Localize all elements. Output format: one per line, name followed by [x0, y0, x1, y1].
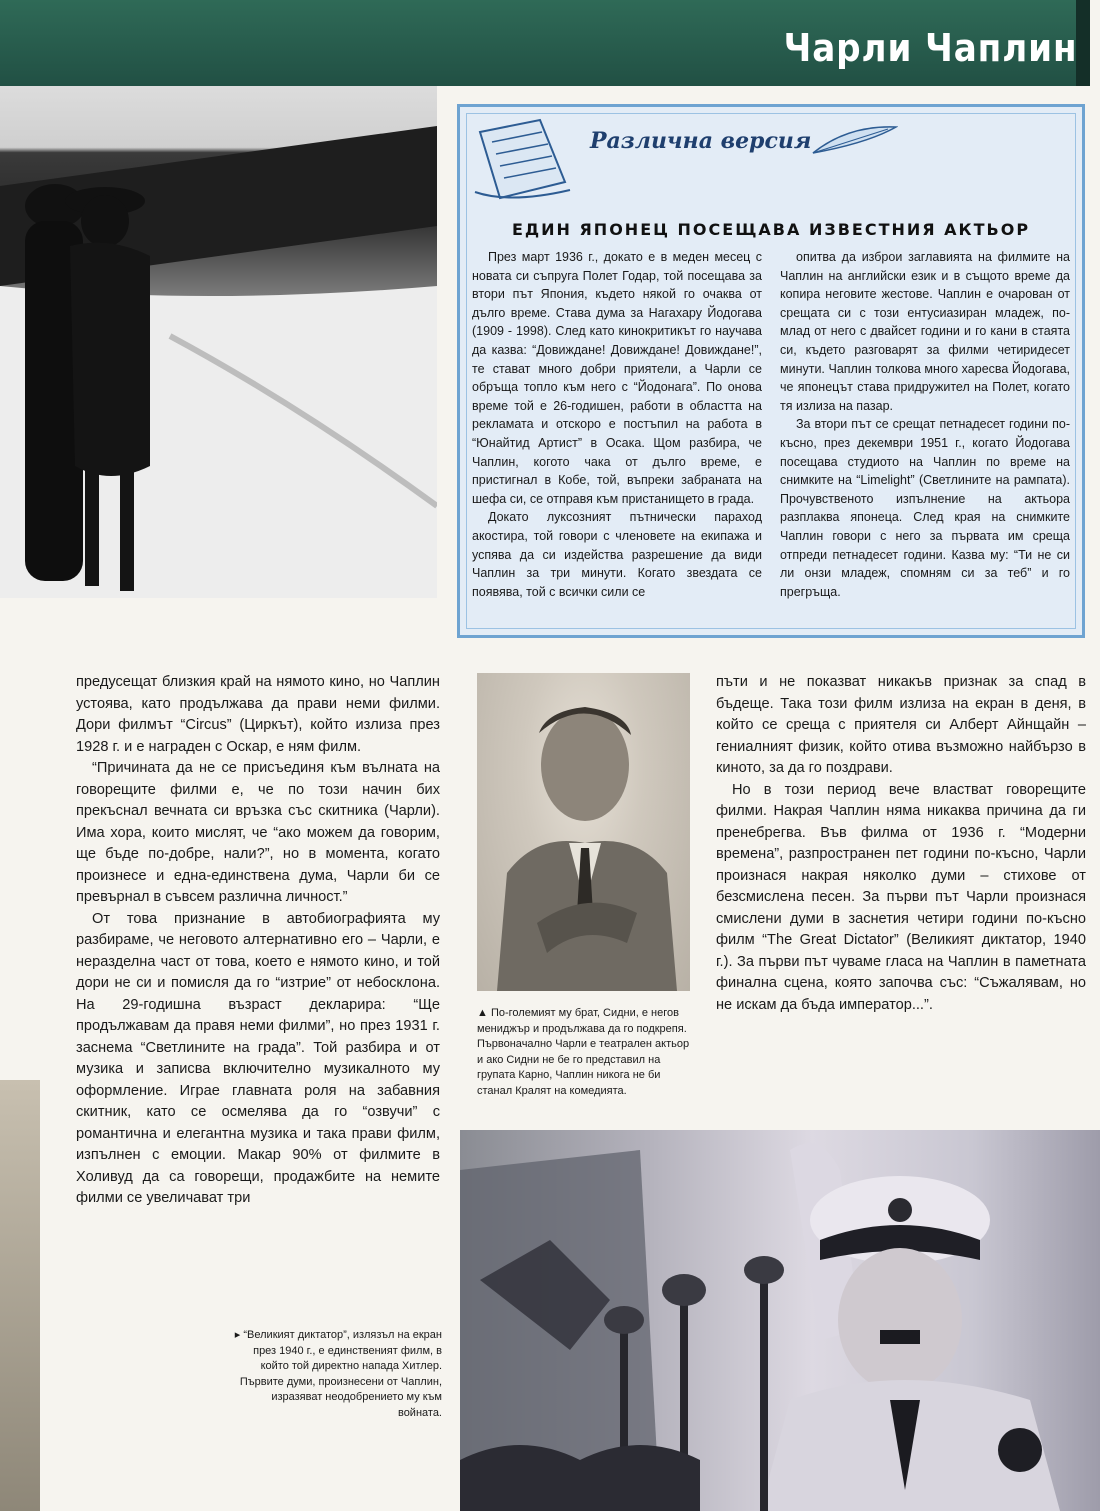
sidebar-heading: ЕДИН ЯПОНЕЦ ПОСЕЩАВА ИЗВЕСТНИЯ АКТЬОР: [511, 220, 1031, 239]
sidebar-column-1: [472, 248, 762, 601]
sidebar-paragraph: опитва да изброи заглавията на филмите на Чаплин на английски език и в същото време да копира неговите жестове. Чаплин е очарован от срещата си с този ентусиазиран младеж, по-млад от него с двайсет години и го кани в стаята си, където разговарят за филми четиридесет минути. Чаплин толкова много харесва Йодогава, че японецът става придружител на Полет, когато тя излиза на пазар.: [780, 250, 1070, 413]
sidebar-paragraph: През март 1936 г., докато е в меден месец с новата си съпруга Полет Годар, той посещава за втори път Япония, където някой го очаква от дълго време. Става дума за Нагахару Йодогава (1909 - 1998). След като кинокритикът го научава да казва: “Довиждане! Довиждане! Довиждане!”, те стават много добри приятели, а Чарли се обръща топло към него с “Йодонага”. По онова време той е 26-годишен, работи в областта на рекламата и отскоро е постъпил на работа в “Юнайтид Артист” в Осака. Щом разбира, че Чаплин, когото чака от дълго време, е пристигнал в Кобе, той, въпреки забраната на шефа си, се отправя към пристанището в града.: [472, 250, 762, 506]
sidebar-paragraph: Докато луксозният пътнически параход акостира, той говори с членовете на екипажа и успява да си издейства разрешение да види Чаплин за три минути. Когато звездата се появява, той с всички сили се: [472, 510, 762, 599]
main-paragraph: пъти и не показват никакъв признак за спад в бъдеще. Така този филм излиза на екран в деня, в който се среща с приятеля си Алберт Айнщайн – гениалният физик, който отива възможно найбързо в киното, за да го поздрави.: [716, 674, 1086, 776]
main-column-1: [76, 672, 440, 1210]
main-column-2: [716, 672, 1086, 1016]
sidebar-column-2: [780, 248, 1070, 601]
main-paragraph: предусещат близкия край на нямото кино, но Чаплин устоява, като продължава да прави неми филми. Дори филмът “Circus” (Циркът), който излиза през 1928 г. и е награден с Оскар, е ням филм.: [76, 674, 440, 755]
header-edge: [1076, 0, 1090, 86]
sidebar-paragraph: За втори път се срещат петнадесет години по-късно, през декември 1951 г., когато Йодогава посещава студиото на Чаплин по време на снимките на “Limelight” (Светлините на рампата). Прочувственото изпълнение на актьора разплаква японеца. След края на снимките Чаплин говори с него за първата им среща отпреди петнадесет години. Казва му: “Ти не си ли онзи младеж, спомням си за теб” и го прегръща.: [780, 417, 1070, 599]
caption-sidney: ▲ По-големият му брат, Сидни, е негов мениджър и продължава да го подкрепя. Първоначално Чарли е театрален актьор и ако Сидни не бе го представил на групата Карно, Чаплин никога не би станал Кралят на комедията.: [477, 1007, 690, 1097]
caption-dictator: ▸ “Великият диктатор”, излязъл на екран през 1940 г., е единственият филм, в който той директно напада Хитлер. Първите думи, произнесени от Чаплин, изразяват неодобрението му към войната.: [234, 1329, 442, 1419]
photo-couple-walking: [0, 86, 437, 598]
main-paragraph: Но в този период вече властват говорещите филми. Накрая Чаплин няма никаква причина да ги пренебрегва. Във филма от 1936 г. “Модерни времена”, разпространен пет години по-късно, Чарли произнася накрая няколко думи – стихове от безсмислена песен. За първи път Чарли произнася смислени думи в заснетия четири години по-късно филм “The Great Dictator” (Великият диктатор, 1940 г.). За първи път чуваме гласа на Чаплин в паметната финална сцена, която започва със: “Съжалявам, но не искам да бъда император...”.: [716, 781, 1086, 1013]
paper-scroll-icon: [470, 112, 580, 204]
main-paragraph: От това признание в автобиографията му разбираме, че неговото алтернативно его – Чарли, е неразделна част от това, което е нямото кино, и той дори не си и помисля да го “изтрие” от небосклона. На 29-годишна възраст декларира: “Ще продължавам да правя неми филми”, но през 1931 г. заснема “Светлините на града”. Той разбира и от музика и записва включително музикалното му оформление. Играе главната роля на забавния скитник, като се осмелява да го “озвучи” с романтична и елегантна музика и така прави филм, изпълнен с емоции. Макар 90% от филмите в Холивуд да са говорещи, продажбите на немите филми се увеличават три: [76, 910, 440, 1206]
photo-sidney-chaplin: [477, 673, 690, 991]
photo-great-dictator: [460, 1130, 1100, 1511]
main-paragraph: “Причината да не се присъединя към вълната на говорещите филми е, че по този начин бих прекъснал вечната си връзка със скитника (Чарли). Има хора, които мислят, че “ако можем да говорим, ще бъде по-добре, нали?”, но в момента, когато произнесе и една-единствена дума, Чарли би се превърнал в съвсем различна личност.”: [76, 760, 440, 905]
sidebar-banner: Различна версия: [590, 128, 812, 154]
photo-edge-strip: [0, 1080, 40, 1511]
feather-icon: [808, 123, 898, 157]
page-title: Чарли Чаплин: [784, 26, 1078, 70]
